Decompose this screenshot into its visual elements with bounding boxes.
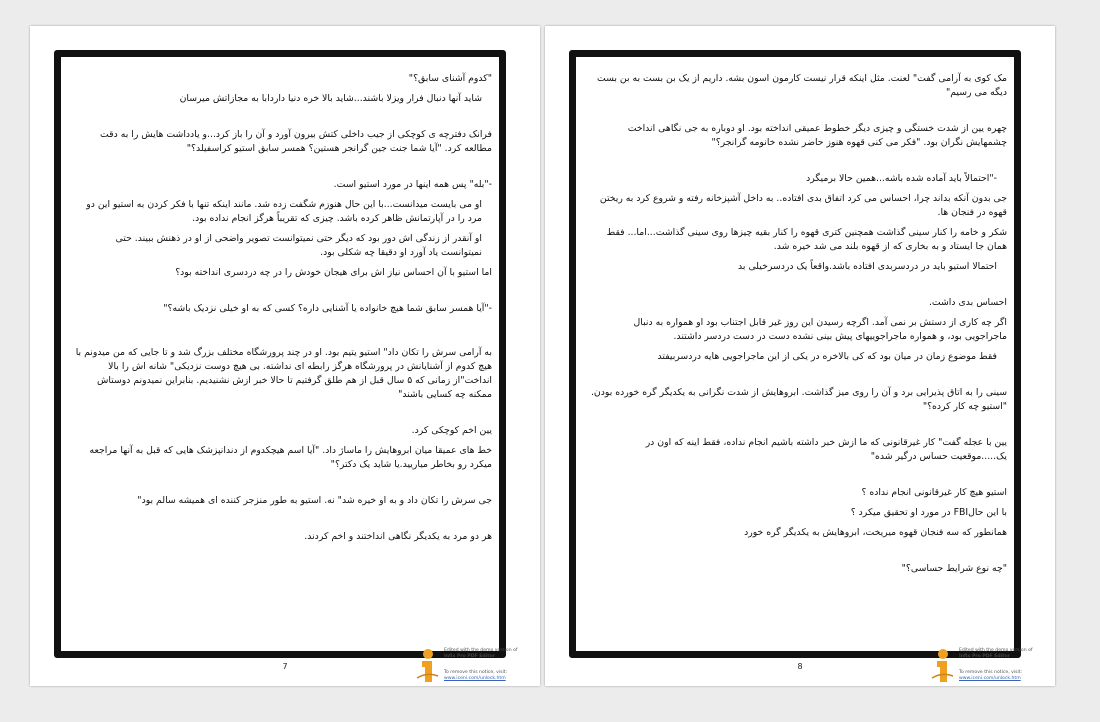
paragraph: احتمالا استیو باید در دردسربدی افتاده باشد.واقعاً یک دردسرخیلی بد xyxy=(738,261,997,272)
paragraph: احساس بدی داشت. xyxy=(928,297,1007,308)
watermark-text xyxy=(444,648,536,682)
paragraph: چهره یین از شدت خستگی و چیزی دیگر خطوط عمیقی انداخته بود. او دوباره به جی نگاهی انداخت چشمهایش نگران بود. "فکر می کنی قهوه هنوز حاضر نشده خانومه گرانجر؟" xyxy=(627,123,1007,148)
paragraph: شکر و خامه را کنار سینی گذاشت همچنین کتری قهوه را کنار بقیه چیزها روی سینی گذاشت...اما... فقط همان جا ایستاد و به بخاری که از قهوه بلند می شد خیره شد. xyxy=(606,227,1007,252)
watermark-line: Infix Pro PDF Editor xyxy=(444,654,495,659)
paragraph: با این حالFBI در مورد او تحقیق میکرد ؟ xyxy=(850,507,1007,518)
paragraph: استیو هیچ کار غیرقانونی انجام نداده ؟ xyxy=(861,487,1007,498)
watermark-link[interactable]: www.iceni.com/unlock.htm xyxy=(959,676,1021,681)
paragraph: شاید آنها دنبال فرار ویزلا باشند...شاید بالا خره دنیا داردابا به مجازاتش میرسان xyxy=(179,93,482,104)
watermark-text xyxy=(959,648,1051,682)
infix-watermark xyxy=(414,648,534,684)
page-number: 8 xyxy=(797,662,803,671)
paragraph: به آرامی سرش را تکان داد" استیو یتیم بود. او در چند پرورشگاه مختلف بزرگ شد و تا جایی که من میدونم با هیچ کدوم از آشنایانش در پرورشگاه هرگز رابطه ای نداشته. بی هیچ دوست نزدیکی" شانه اش را بالا انداخت"از زمانی که ۵ سال قبل از هم طلق گرفتیم تا حالا خبر ازش نشنیدیم. بنابراین نمیدونم دوستاش ممکنه چه کسایی باشند" xyxy=(75,347,492,400)
infix-logo-icon xyxy=(414,648,440,684)
watermark-link[interactable]: www.iceni.com/unlock.htm xyxy=(444,676,506,681)
paragraph: خط های عمیقا میان ابروهایش را ماساژ داد. "آیا اسم هیچکدوم از دندانپزشک هایی که قبل به آنها مراجعه میکرد رو بخاطر میاریید.یا شاید یک دکتر؟" xyxy=(89,445,492,470)
watermark-line: Edited with the demo version of xyxy=(444,648,518,653)
paragraph: هر دو مرد به یکدیگر نگاهی انداختند و اخم کردند. xyxy=(304,531,492,542)
paragraph: یین با عجله گفت" کار غیرقانونی که ما ازش خبر داشته باشیم انجام نداده، فقط اینه که اون در یک.....موقعیت حساس درگیر شده" xyxy=(645,437,1007,462)
paragraph: جی سرش را تکان داد و به او خیره شد" نه. استیو به طور منزجر کننده ای همیشه سالم بود" xyxy=(137,495,492,506)
paragraph: مک کوی به آرامی گفت" لعنت. مثل اینکه قرار نیست کارمون اسون بشه. داریم از یک بن بست به بن بست دیگه می رسیم" xyxy=(596,73,1007,98)
page-number: 7 xyxy=(282,662,288,671)
watermark-line: Edited with the demo version of xyxy=(959,648,1033,653)
watermark-line: To remove this notice, visit: xyxy=(444,670,508,675)
paragraph: "چه نوع شرایط حساسی؟" xyxy=(901,563,1007,574)
infix-logo-icon xyxy=(929,648,955,684)
page-text-content xyxy=(589,66,1007,626)
watermark-line: To remove this notice, visit: xyxy=(959,670,1023,675)
infix-watermark xyxy=(929,648,1049,684)
paragraph: فقط موضوع زمان در میان بود که کی بالاخره در یکی از این ماجراجویی هایه دردسربیفتد xyxy=(657,351,997,362)
paragraph: یین اخم کوچکی کرد. xyxy=(411,425,492,436)
paragraph: او می بایست میدانست...با این حال هنوزم شگفت زده شد. مانند اینکه تنها با فکر کردن به استیو این دو مرد را در آپارتمانش ظاهر کرده باشد. چیزی که تقریباً هرگز انجام نداده بود. xyxy=(86,199,482,224)
paragraph: "کدوم آشنای سابق؟" xyxy=(408,73,492,84)
page-8 xyxy=(545,26,1055,686)
page-text-content xyxy=(74,66,492,626)
paragraph: سینی را به اتاق پذیرایی برد و آن را روی میز گذاشت. ابروهایش از شدت نگرانی به یکدیگر گره خورده بودن. "استیو چه کار کرده؟" xyxy=(590,387,1007,412)
page-7 xyxy=(30,26,540,686)
paragraph: -"آیا همسر سابق شما هیچ خانواده یا آشنایی داره؟ کسی که به او خیلی نزدیک باشه؟" xyxy=(163,303,492,314)
paragraph: همانطور که سه فنجان قهوه میریخت، ابروهایش به یکدیگر گره خورد xyxy=(744,527,1007,538)
paragraph: اما استیو با آن احساس نیاز اش برای هیجان خودش را در چه دردسری انداخته بود؟ xyxy=(175,267,492,278)
paragraph: فرانک دفترچه ی کوچکی از جیب داخلی کتش بیرون آورد و آن را باز کرد...و یادداشت هایش را به دقت مطالعه کرد. "آیا شما جنت جین گرانجر هستین؟ همسر سابق استیو کراسفیلد؟" xyxy=(100,129,492,154)
watermark-line: Infix Pro PDF Editor xyxy=(959,654,1010,659)
paragraph: جی بدون آنکه بداند چرا، احساس می کرد اتفاق بدی افتاده.. به داخل آشپزخانه رفته و شروع کرد به ریختن قهوه در فنجان ها. xyxy=(599,193,1007,218)
paragraph: اگر چه کاری از دستش بر نمی آمد. اگرچه رسیدن این روز غیر قابل اجتناب بود او همواره به دنبال ماجراجویی بود، و همواره ماجراجوییهای پیش بینی نشده دست در دست دردسر داشتند. xyxy=(633,317,1007,342)
paragraph: -"احتمالاً باید آماده شده باشه...همین حالا برمیگرد xyxy=(806,173,997,184)
paragraph: -"بله" پس همه اینها در مورد استیو است. xyxy=(333,179,492,190)
paragraph: او آنقدر از زندگی اش دور بود که دیگر حتی نمیتوانست تصویر واضحی از او در ذهنش ببیند. حتی نمیتوانست یاد آورد او دقیقا چه شکلی بود. xyxy=(115,233,482,258)
